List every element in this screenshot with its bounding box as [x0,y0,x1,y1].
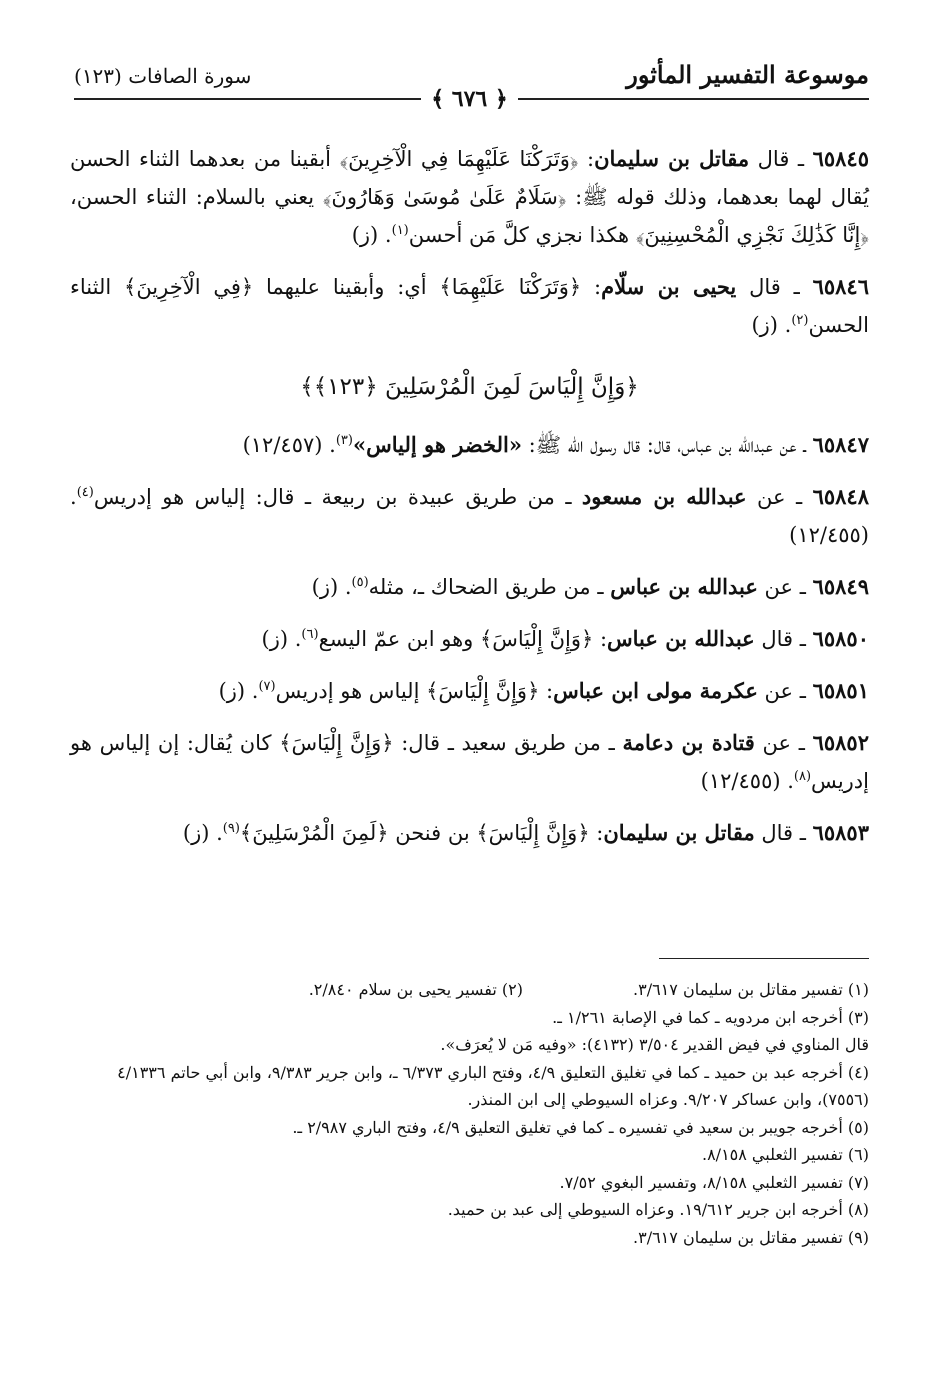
entry: ٦٥٨٤٦ ـ قال يحيى بن سلّام: ﴿وَتَرَكْنَا عَلَيْهِمَا﴾ أي: وأبقينا عليهما ﴿فِي الْآخِرِينَ﴾ الثناء الحسن$^{(٢)}$. (ز) [70,274,869,337]
footnote: (٦) تفسير الثعلبي ٨/١٥٨. [701,1145,869,1164]
entry: ٦٥٨٤٧ ـ عن عبدالله بن عباس، قال: قال رسول الله ﷺ: «الخضر هو إلياس»$^{(٣)}$. (١٢/٤٥٧) [242,432,869,457]
footnote: (٧) تفسير الثعلبي ٨/١٥٨، وتفسير البغوي ٧/٥٢. [559,1172,869,1192]
footnote: (٥) أخرجه جويبر بن سعيد في تفسيره ـ كما في تغليق التعليق ٤/٩، وفتح الباري ٢/٩٨٧ ـ. [292,1117,869,1137]
book-title: موسوعة التفسير المأثور [626,60,869,89]
entry: ٦٥٨٥١ ـ عن عكرمة مولى ابن عباس: ﴿وَإِنَّ إِلْيَاسَ﴾ إلياس هو إدريس$^{(٧)}$. (ز) [218,678,869,703]
page-number: ﴿ ٦٧٦ ﴾ [0,86,939,112]
footnote: (٣) أخرجه ابن مردويه ـ كما في الإصابة ١/٢٦١ ـ. [552,1007,869,1027]
entry: ٦٥٨٥٣ ـ قال مقاتل بن سليمان: ﴿وَإِنَّ إِلْيَاسَ﴾ بن فنحن ﴿لَمِنَ الْمُرْسَلِينَ﴾$^{(٩)}$. (ز) [182,820,869,845]
footnote: (٢) تفسير يحيى بن سلام ٢/٨٤٠. [308,980,523,999]
entry: ٦٥٨٤٩ ـ عن عبدالله بن عباس ـ من طريق الضحاك ـ، مثله$^{(٥)}$. (ز) [311,574,869,599]
quran-verse-heading: ﴿وَإِنَّ إِلْيَاسَ لَمِنَ الْمُرْسَلِينَ ﴿١٢٣﴾﴾ [300,374,639,400]
entry: ٦٥٨٤٨ ـ عن عبدالله بن مسعود ـ من طريق عبيدة بن ربيعة ـ قال: إلياس هو إدريس$^{(٤)}$. (١٢/٤٥٥) [70,484,869,547]
entry: ٦٥٨٥٢ ـ عن قتادة بن دعامة ـ من طريق سعيد ـ قال: ﴿وَإِنَّ إِلْيَاسَ﴾ كان يُقال: إن إلياس هو إدريس$^{(٨)}$. (١٢/٤٥٥) [70,730,869,793]
footnote: قال المناوي في فيض القدير ٣/٥٠٤ (٤١٣٢): «وفيه مَن لا يُعرَف». [440,1035,869,1054]
surah-label: سورة الصافات (١٢٣) [74,64,252,88]
footnote-separator [659,958,869,959]
page-body [70,140,869,866]
entry: ٦٥٨٤٥ ـ قال مقاتل بن سليمان: ﴿وَتَرَكْنَا عَلَيْهِمَا فِي الْآخِرِينَ﴾ أبقينا من بعدهما الثناء الحسن يُقال لهما بعدهما، وذلك قوله ﷺ: ﴿سَلَامٌ عَلَىٰ مُوسَىٰ وَهَارُونَ﴾ يعني بالسلام: الثناء الحسن، ﴿إِنَّا كَذَٰلِكَ نَجْزِي الْمُحْسِنِينَ﴾ هكذا نجزي كلَّ مَن أحسن$^{(١)}$. (ز) [70,146,869,247]
footnote: (٨) أخرجه ابن جرير ١٩/٦١٢. وعزاه السيوطي إلى عبد بن حميد. [447,1200,869,1219]
footnote: (١) تفسير مقاتل بن سليمان ٣/٦١٧. [633,980,869,999]
footnote: (٤) أخرجه عبد بن حميد ـ كما في تغليق التعليق ٤/٩، وفتح الباري ٦/٣٧٣ ـ، وابن جرير ٩/٣٨٣، وابن أبي حاتم ٤/١٣٣٦ (٧٥٥٦)، وابن عساكر ٩/٢٠٧. وعزاه السيوطي إلى ابن المنذر. [117,1062,869,1109]
footnote-row [70,976,869,1004]
footnote: (٩) تفسير مقاتل بن سليمان ٣/٦١٧. [633,1227,869,1247]
footnotes [70,976,869,1251]
entry: ٦٥٨٥٠ ـ قال عبدالله بن عباس: ﴿وَإِنَّ إِلْيَاسَ﴾ وهو ابن عمّ اليسع$^{(٦)}$. (ز) [261,626,869,651]
